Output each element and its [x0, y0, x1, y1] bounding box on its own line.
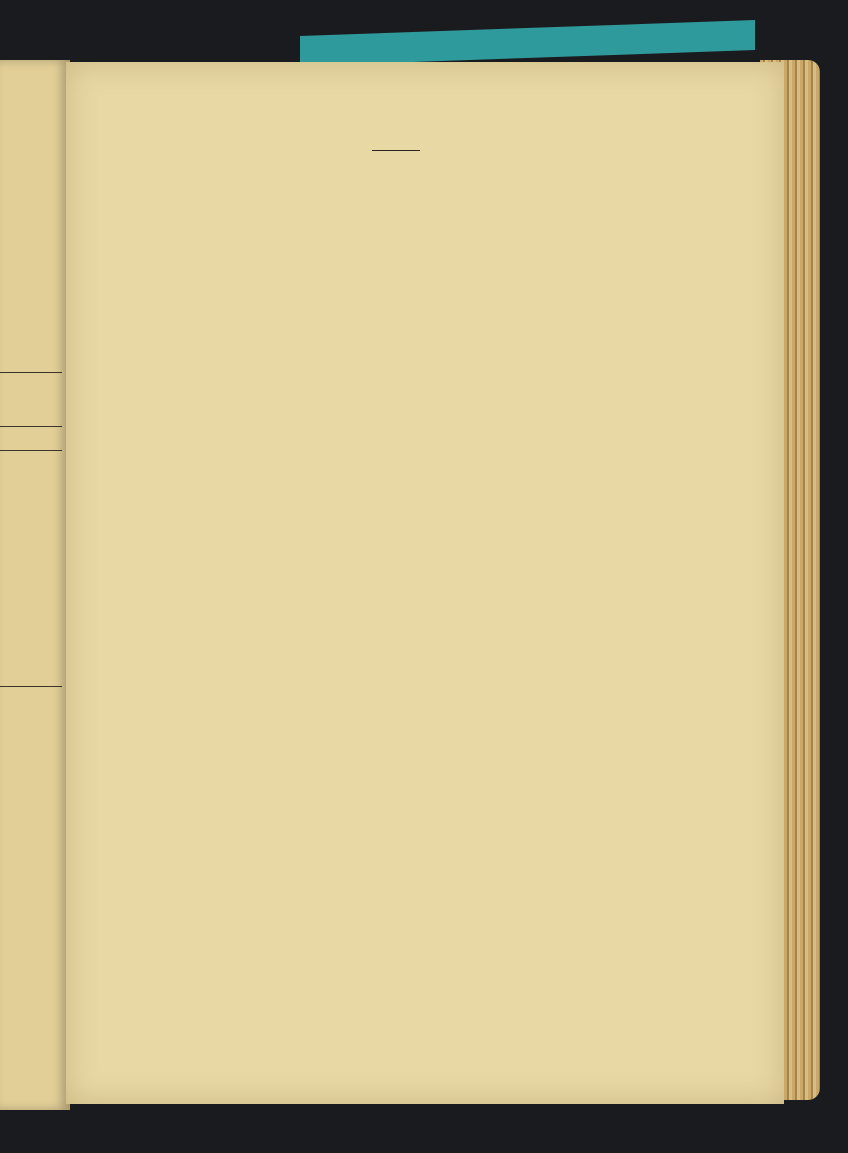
left-rule: [0, 450, 62, 451]
left-rule: [0, 372, 62, 373]
right-page: [66, 62, 784, 1104]
book-cover-edge: [300, 20, 755, 66]
left-rule: [0, 686, 62, 687]
page-number-rule: [372, 150, 420, 151]
left-rule: [0, 426, 62, 427]
left-page: [0, 60, 70, 1110]
